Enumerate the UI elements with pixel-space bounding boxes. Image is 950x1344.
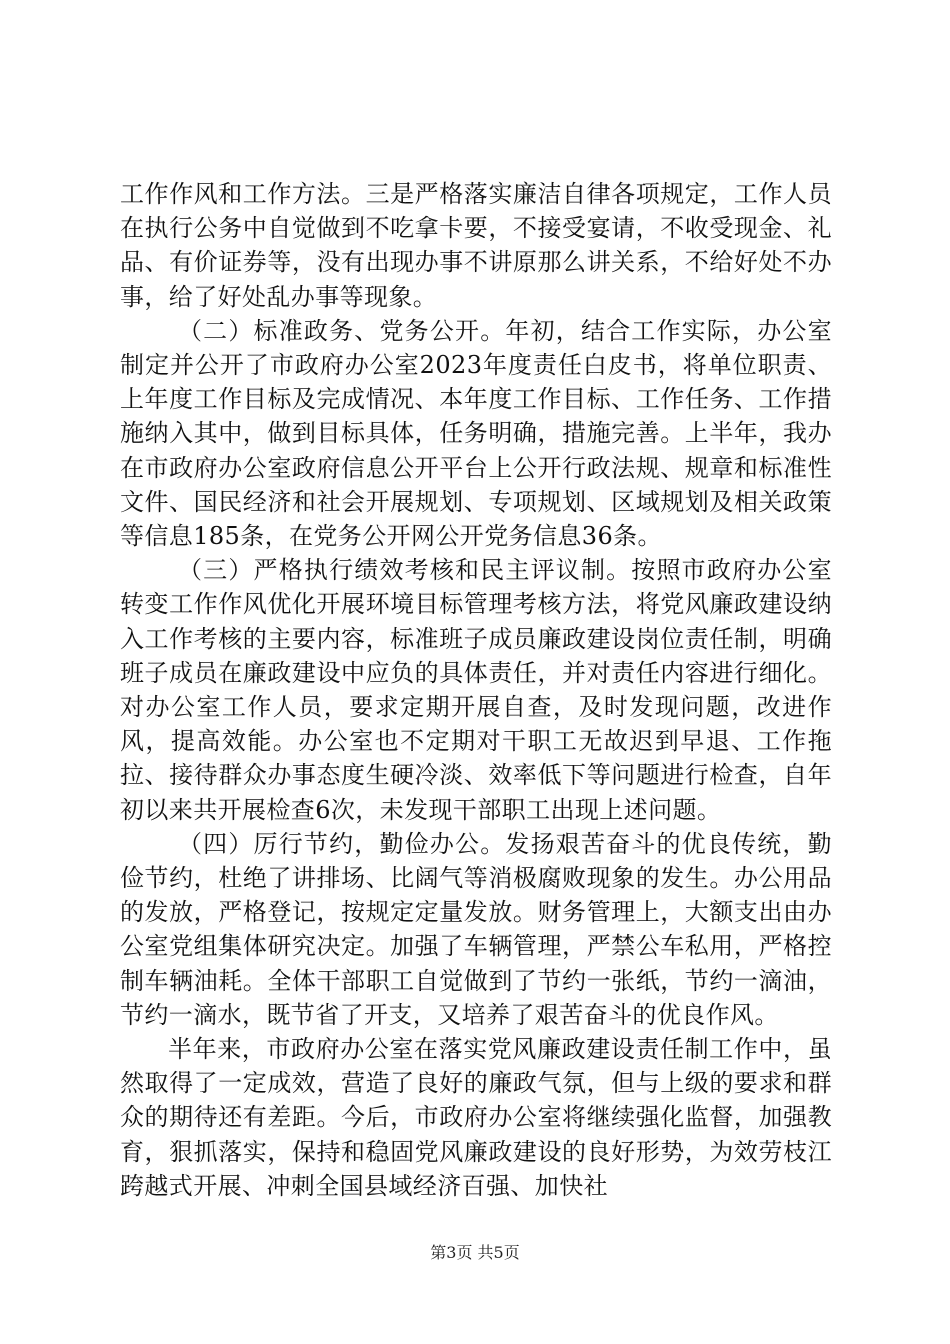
paragraph-section-3: （三）严格执行绩效考核和民主评议制。按照市政府办公室转变工作作风优化开展环境目标管理考核方法，将党风廉政建设纳入工作考核的主要内容，标准班子成员廉政建设岗位责任制，明确班子成员在廉政建设中应负的具体责任，并对责任内容进行细化。对办公室工作人员，要求定期开展自查，及时发现问题，改进作风，提高效能。办公室也不定期对干职工无故迟到早退、工作拖拉、接待群众办事态度生硬冷淡、效率低下等问题进行检查，自年初以来共开展检查6次，未发现干部职工出现上述问题。 <box>120 556 832 824</box>
page-number-footer: 第3页 共5页 <box>430 1243 520 1262</box>
paragraph-summary: 半年来，市政府办公室在落实党风廉政建设责任制工作中，虽然取得了一定成效，营造了良好的廉政气氛，但与上级的要求和群众的期待还有差距。今后，市政府办公室将继续强化监督，加强教育，狠抓落实，保持和稳固党风廉政建设的良好形势，为效劳枝江跨越式开展、冲刺全国县域经济百强、加快社 <box>120 1035 832 1200</box>
paragraph-section-4: （四）厉行节约，勤俭办公。发扬艰苦奋斗的优良传统，勤俭节约，杜绝了讲排场、比阔气等消极腐败现象的发生。办公用品的发放，严格登记，按规定定量发放。财务管理上，大额支出由办公室党组集体研究决定。加强了车辆管理，严禁公车私用，严格控制车辆油耗。全体干部职工自觉做到了节约一张纸，节约一滴油，节约一滴水，既节省了开支，又培养了艰苦奋斗的优良作风。 <box>120 829 832 1029</box>
paragraph-continuation: 工作作风和工作方法。三是严格落实廉洁自律各项规定，工作人员在执行公务中自觉做到不吃拿卡要，不接受宴请，不收受现金、礼品、有价证券等，没有出现办事不讲原那么讲关系，不给好处不办事，给了好处乱办事等现象。 <box>120 180 832 311</box>
document-body <box>120 177 832 1203</box>
paragraph-section-2: （二）标准政务、党务公开。年初，结合工作实际，办公室制定并公开了市政府办公室2023年度责任白皮书，将单位职责、上年度工作目标及完成情况、本年度工作目标、工作任务、工作措施纳入其中，做到目标具体，任务明确，措施完善。上半年，我办在市政府办公室政府信息公开平台上公开行政法规、规章和标准性文件、国民经济和社会开展规划、专项规划、区域规划及相关政策等信息185条，在党务公开网公开党务信息36条。 <box>120 316 832 551</box>
